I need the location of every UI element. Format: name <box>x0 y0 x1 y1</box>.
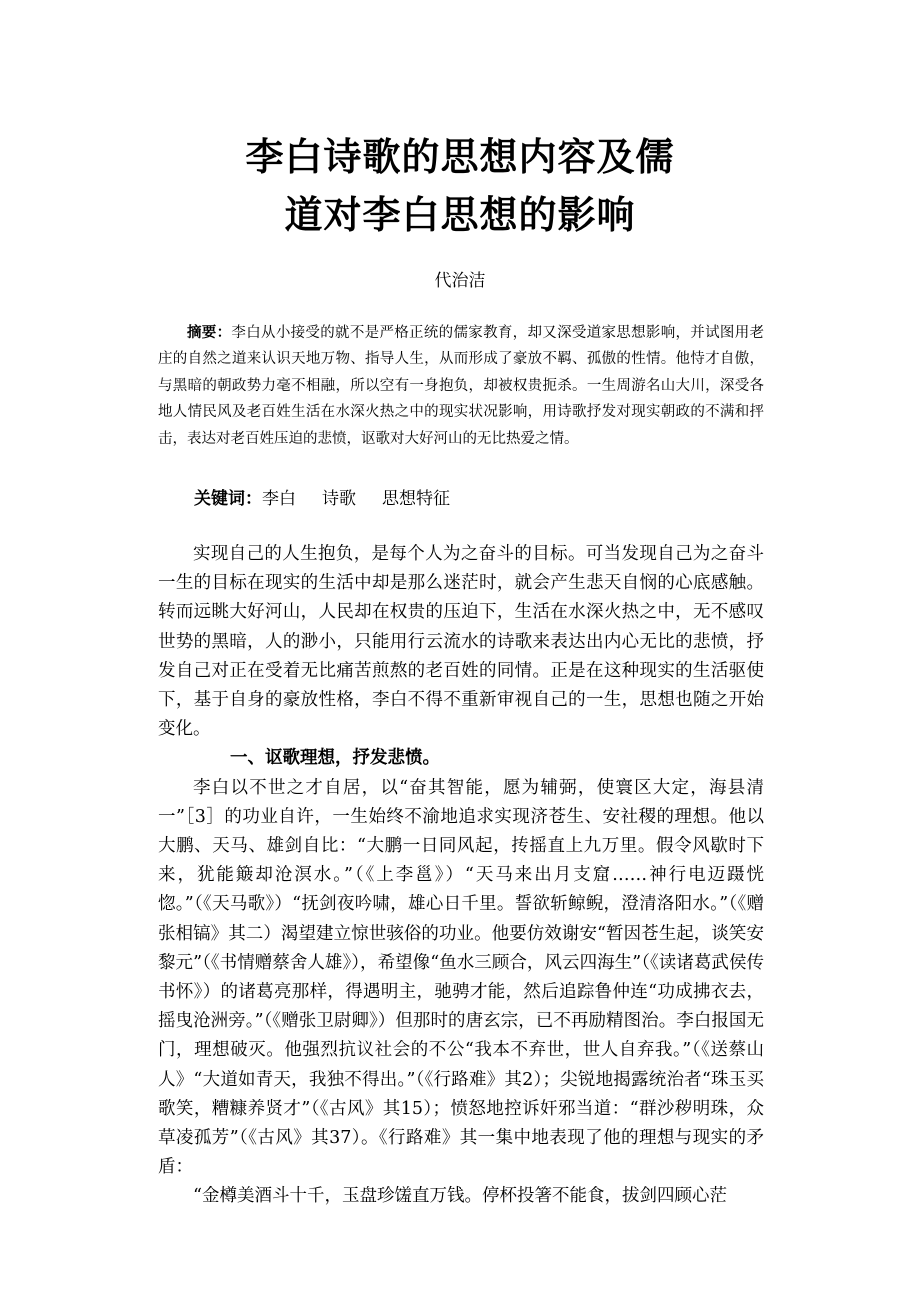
keywords <box>194 486 476 512</box>
body-text <box>158 540 764 1212</box>
intro-paragraph: 实现自己的人生抱负，是每个人为之奋斗的目标。可当发现自己为之奋斗一生的目标在现实的生活中却是那么迷茫时，就会产生悲天自悯的心底感触。转而远眺大好河山，人民却在权贵的压迫下，生活在水深火热之中，无不感叹世势的黑暗，人的渺小，只能用行云流水的诗歌来表达出内心无比的悲愤，抒发自己对正在受着无比痛苦煎熬的老百姓的同情。正是在这种现实的生活驱使下，基于自身的豪放性格，李白不得不重新审视自己的一生，思想也随之开始变化。 <box>158 544 764 740</box>
title-line-1: 李白诗歌的思想内容及儒 <box>245 135 675 179</box>
abstract <box>158 320 764 452</box>
title-line-2: 道对李白思想的影响 <box>284 193 636 237</box>
keywords-label: 关键词： <box>194 489 262 509</box>
author-name: 代治洁 <box>434 271 486 291</box>
section-heading-1: 一、讴歌理想，抒发悲愤。 <box>230 748 440 769</box>
keyword-3: 思想特征 <box>382 489 450 509</box>
section-1-paragraph-1: 李白以不世之才自居，以“奋其智能，愿为辅弼，使寰区大定，海县清一”［3］的功业自许，一生始终不渝地追求实现济苍生、安社稷的理想。他以大鹏、天马、雄剑自比：“大鹏一日同风起，抟摇直上九万里。假令风歇时下来，犹能簸却沧溟水。”（《上李邕》）“天马来出月支窟……神行电迈蹑恍惚。”（《天马歌》）“抚剑夜吟啸，雄心日千里。誓欲斩鲸鲵，澄清洛阳水。”（《赠张相镐》其二）渴望建立惊世骇俗的功业。他要仿效谢安“暂因苍生起，谈笑安黎元”（《书情赠蔡舍人雄》），希望像“鱼水三顾合，风云四海生”（《读诸葛武侯传书怀》）的诸葛亮那样，得遇明主，驰骋才能，然后追踪鲁仲连“功成拂衣去，摇曳沧洲旁。”（《赠张卫尉卿》）但那时的唐玄宗，已不再励精图治。李白报国无门，理想破灭。他强烈抗议社会的不公“我本不弃世，世人自弃我。”（《送蔡山人》“大道如青天，我独不得出。”（《行路难》其2）；尖锐地揭露统治者“珠玉买歌笑，糟糠养贤才”（《古风》其15）；愤怒地控诉奸邪当道：“群沙秽明珠，众草凌孤芳”（《古风》其37）。《行路难》其一集中地表现了他的理想与现实的矛盾： <box>158 777 764 1178</box>
abstract-label: 摘要： <box>187 325 232 341</box>
abstract-text: 李白从小接受的就不是严格正统的儒家教育，却又深受道家思想影响，并试图用老庄的自然之道来认识天地万物、指导人生，从而形成了豪放不羁、孤傲的性情。他恃才自傲，与黑暗的朝政势力毫不相融，所以空有一身抱负，却被权贵扼杀。一生周游名山大川，深受各地人情民风及老百姓生活在水深火热之中的现实状况影响，用诗歌抒发对现实朝政的不满和抨击，表达对老百姓压迫的悲愤，讴歌对大好河山的无比热爱之情。 <box>158 325 765 447</box>
keyword-2: 诗歌 <box>322 489 356 509</box>
section-1-paragraph-2: “金樽美酒斗十千，玉盘珍馐直万钱。停杯投箸不能食，拔剑四顾心茫 <box>193 1186 727 1207</box>
keyword-1: 李白 <box>262 489 296 509</box>
